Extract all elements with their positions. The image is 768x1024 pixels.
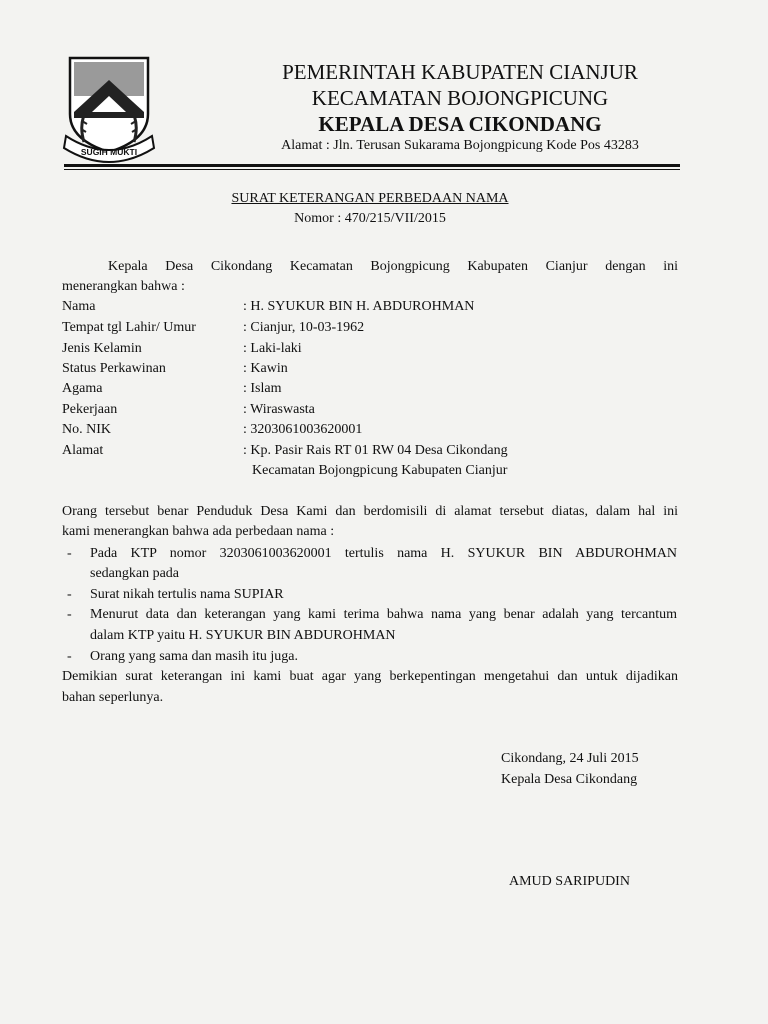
bullet-3-line-1: Menurut data dan keterangan yang kami terima bahwa nama yang benar adalah yang tercantum bbox=[90, 607, 677, 622]
field-label-nik: No. NIK bbox=[62, 422, 111, 437]
field-label-religion: Agama bbox=[62, 381, 103, 396]
letterhead-rule-thick bbox=[64, 164, 680, 167]
signature-place-date: Cikondang, 24 Juli 2015 bbox=[501, 751, 639, 766]
field-label-name: Nama bbox=[62, 299, 96, 314]
bullet-dash: - bbox=[67, 587, 72, 602]
logo-motto: SUGIH MUKTI bbox=[80, 147, 138, 157]
closing-line-1: Demikian surat keterangan ini kami buat agar yang berkepentingan mengetahui dan untuk dijadikan bbox=[62, 669, 678, 684]
field-value-name: : H. SYUKUR BIN H. ABDUROHMAN bbox=[243, 299, 475, 314]
bullet-1-line-1: Pada KTP nomor 3203061003620001 tertulis nama H. SYUKUR BIN ABDUROHMAN bbox=[90, 546, 677, 561]
bullet-dash: - bbox=[67, 546, 72, 561]
office-address: Alamat : Jln. Terusan Sukarama Bojongpicung Kode Pos 43283 bbox=[281, 138, 639, 153]
village-head-heading: KEPALA DESA CIKONDANG bbox=[318, 112, 602, 136]
field-label-occupation: Pekerjaan bbox=[62, 402, 118, 417]
signatory-name: AMUD SARIPUDIN bbox=[509, 874, 630, 889]
bullet-dash: - bbox=[67, 607, 72, 622]
field-label-address: Alamat bbox=[62, 443, 104, 458]
government-heading: PEMERINTAH KABUPATEN CIANJUR bbox=[282, 60, 638, 84]
field-label-birth: Tempat tgl Lahir/ Umur bbox=[62, 320, 196, 335]
field-value-address-cont: Kecamatan Bojongpicung Kabupaten Cianjur bbox=[252, 463, 508, 478]
paragraph-line-2: kami menerangkan bahwa ada perbedaan nama : bbox=[62, 524, 335, 539]
letterhead-rule-thin bbox=[64, 169, 680, 170]
bullet-dash: - bbox=[67, 649, 72, 664]
bullet-1-line-2: sedangkan pada bbox=[90, 566, 180, 581]
letter-title: SURAT KETERANGAN PERBEDAAN NAMA bbox=[231, 191, 509, 206]
bullet-4-line-1: Orang yang sama dan masih itu juga. bbox=[90, 649, 299, 664]
bullet-2-line-1: Surat nikah tertulis nama SUPIAR bbox=[90, 587, 284, 602]
field-value-occupation: : Wiraswasta bbox=[243, 402, 315, 417]
field-value-religion: : Islam bbox=[243, 381, 282, 396]
field-value-address: : Kp. Pasir Rais RT 01 RW 04 Desa Cikondang bbox=[243, 443, 508, 458]
field-label-marital-status: Status Perkawinan bbox=[62, 361, 166, 376]
field-value-nik: : 3203061003620001 bbox=[243, 422, 363, 437]
cianjur-emblem-logo bbox=[62, 52, 156, 164]
paragraph-line-1: Orang tersebut benar Penduduk Desa Kami dan berdomisili di alamat tersebut diatas, dalam hal ini bbox=[62, 504, 678, 519]
district-heading: KECAMATAN BOJONGPICUNG bbox=[311, 86, 609, 110]
intro-line-1: Kepala Desa Cikondang Kecamatan Bojongpicung Kabupaten Cianjur dengan ini bbox=[108, 259, 678, 274]
field-value-gender: : Laki-laki bbox=[243, 341, 302, 356]
letter-number: Nomor : 470/215/VII/2015 bbox=[294, 211, 446, 226]
field-label-gender: Jenis Kelamin bbox=[62, 341, 142, 356]
signature-position: Kepala Desa Cikondang bbox=[501, 772, 638, 787]
field-value-marital-status: : Kawin bbox=[243, 361, 288, 376]
closing-line-2: bahan seperlunya. bbox=[62, 690, 164, 705]
intro-line-2: menerangkan bahwa : bbox=[62, 279, 185, 294]
field-value-birth: : Cianjur, 10-03-1962 bbox=[243, 320, 365, 335]
bullet-3-line-2: dalam KTP yaitu H. SYUKUR BIN ABDUROHMAN bbox=[90, 628, 396, 643]
